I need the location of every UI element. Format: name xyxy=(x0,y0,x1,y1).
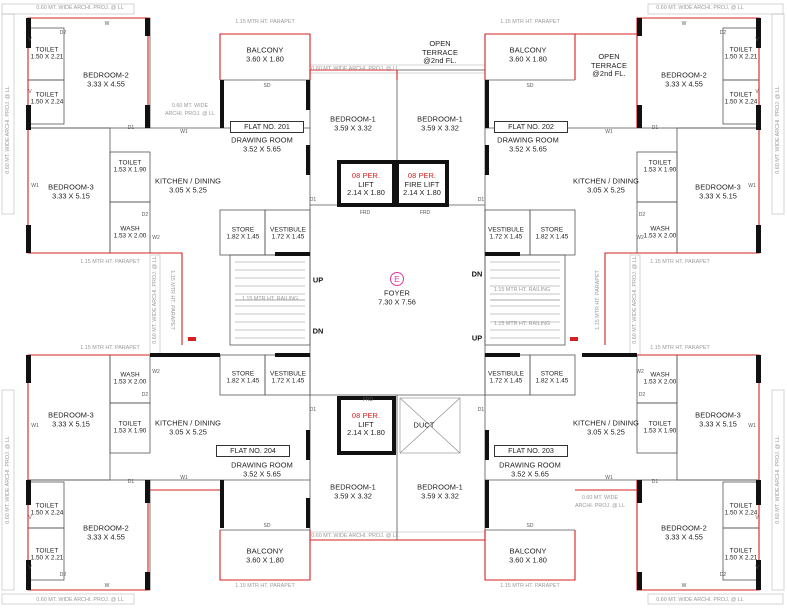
frd-tag: FRD xyxy=(419,210,431,216)
drawing-room-202: DRAWING ROOM 3.52 X 5.65 xyxy=(497,135,559,153)
store-203: STORE 1.82 X 1.45 xyxy=(535,370,569,385)
door-tag: D2 xyxy=(59,30,67,36)
railing-note: 1.15 MTR HT. RAILING xyxy=(493,321,551,327)
window-tag: W xyxy=(681,21,687,27)
parapet-note: 1.15 MTR HT. PARAPET xyxy=(80,259,140,265)
fire-lift: 08 PER. FIRE LIFT 2.14 X 1.80 xyxy=(403,171,441,198)
bedroom1-203: BEDROOM-1 3.59 X 3.32 xyxy=(417,482,463,500)
projection-note: 0.60 MT. WIDE ARCHI. PROJ. @ LL xyxy=(656,5,744,11)
window-tag: W2 xyxy=(152,235,160,241)
vestibule-202: VESTIBULE 1.72 X 1.45 xyxy=(487,226,525,241)
parapet-note: 1.15 MTR HT. PARAPET xyxy=(650,259,710,265)
bedroom2-201: BEDROOM-2 3.33 X 4.55 xyxy=(83,70,129,88)
toilet-202-b: TOILET 1.50 X 2.24 xyxy=(724,91,758,106)
window-tag: W1 xyxy=(748,423,756,429)
bedroom2-204: BEDROOM-2 3.33 X 4.55 xyxy=(83,523,129,541)
stair-down-label: DN xyxy=(471,269,483,279)
parapet-note: 1.15 MTR HT. PARAPET xyxy=(169,270,175,330)
sliding-door-tag: SD xyxy=(526,523,534,529)
frd-tag: FRD xyxy=(359,210,371,216)
bedroom1-201: BEDROOM-1 3.59 X 3.32 xyxy=(330,114,376,132)
projection-note: ARCHI. PROJ. @ LL xyxy=(164,111,216,117)
balcony-201: BALCONY 3.60 X 1.80 xyxy=(246,45,284,64)
kitchen-201: KITCHEN / DINING 3.05 X 5.25 xyxy=(154,176,222,194)
projection-note: 0.60 MT. WIDE ARCHI. PROJ. @ LL xyxy=(311,66,399,72)
door-tag: D1 xyxy=(309,197,317,203)
kitchen-204: KITCHEN / DINING 3.05 X 5.25 xyxy=(154,418,222,436)
window-tag: W1 xyxy=(605,475,613,481)
balcony-204: BALCONY 3.60 X 1.80 xyxy=(246,546,284,565)
projection-note: ARCHI. PROJ. @ LL xyxy=(574,503,626,509)
ventilator-tag: V xyxy=(28,565,32,571)
window-tag: W1 xyxy=(748,183,756,189)
railing-note: 1.15 MTR HT. RAILING xyxy=(493,287,551,293)
lift-shafts xyxy=(339,162,447,453)
door-tag: D2 xyxy=(719,30,727,36)
door-tag: D2 xyxy=(59,572,67,578)
drawing-room-203: DRAWING ROOM 3.52 X 5.65 xyxy=(499,460,561,478)
flat-title-204: FLAT NO. 204 xyxy=(216,445,290,457)
hydrant-markers xyxy=(188,337,578,341)
door-tag: D1 xyxy=(477,197,485,203)
wash-202: WASH 1.53 X 2.00 xyxy=(643,225,677,240)
projection-note: 0.60 MT. WIDE ARCHI. PROJ. @ LL xyxy=(775,436,781,524)
parapet-note: 1.15 MTR HT. PARAPET xyxy=(235,583,295,589)
toilet-202-a: TOILET 1.50 X 2.21 xyxy=(724,46,758,61)
projection-note: 0.60 MT. WIDE ARCHI. PROJ. @ LL xyxy=(152,256,158,344)
kitchen-202: KITCHEN / DINING 3.05 X 5.25 xyxy=(572,176,640,194)
sliding-door-tag: SD xyxy=(263,523,271,529)
toilet-203-a: TOILET 1.50 X 2.21 xyxy=(724,547,758,562)
window-tag: W xyxy=(681,583,687,589)
wash-203: WASH 1.53 X 2.00 xyxy=(643,371,677,386)
bedroom3-204: BEDROOM-3 3.33 X 5.15 xyxy=(48,410,94,428)
window-tag: W2 xyxy=(152,369,160,375)
projection-note: 0.60 MT. WIDE ARCHI. PROJ. @ LL xyxy=(656,597,744,603)
window-tag: W xyxy=(104,21,110,27)
wash-201: WASH 1.53 X 2.00 xyxy=(113,225,147,240)
door-tag: D1 xyxy=(127,479,135,485)
kitchen-203: KITCHEN / DINING 3.05 X 5.25 xyxy=(572,418,640,436)
foyer-marker-icon: E xyxy=(390,272,404,286)
window-tag: W1 xyxy=(31,423,39,429)
parapet-note: 1.15 MTR HT. PARAPET xyxy=(650,345,710,351)
store-202: STORE 1.82 X 1.45 xyxy=(535,226,569,241)
toilet-203-b: TOILET 1.50 X 2.24 xyxy=(724,502,758,517)
store-204: STORE 1.82 X 1.45 xyxy=(226,370,260,385)
store-201: STORE 1.82 X 1.45 xyxy=(226,226,260,241)
window-tag: W1 xyxy=(180,475,188,481)
vestibule-201: VESTIBULE 1.72 X 1.45 xyxy=(269,226,307,241)
ventilator-tag: V xyxy=(755,565,759,571)
ventilator-tag: V xyxy=(755,89,759,95)
projection-note: 0.60 MT. WIDE ARCHI. PROJ. @ LL xyxy=(775,86,781,174)
door-tag: D2 xyxy=(141,212,149,218)
open-terrace-right: OPEN TERRACE @2nd FL. xyxy=(590,52,628,79)
vestibule-203: VESTIBULE 1.72 X 1.45 xyxy=(487,370,525,385)
ventilator-tag: V xyxy=(755,515,759,521)
window-tag: W2 xyxy=(636,369,644,375)
projection-note: 0.60 MT. WIDE ARCHI. PROJ. @ LL xyxy=(36,5,124,11)
projection-note: 0.60 MT. WIDE ARCHI. PROJ. @ LL xyxy=(36,597,124,603)
parapet-note: 1.15 MTR HT. PARAPET xyxy=(500,19,560,25)
projection-note: 0.60 MT. WIDE ARCHI. PROJ. @ LL xyxy=(311,533,399,539)
toilet-204-c: TOILET 1.53 X 1.90 xyxy=(113,420,147,435)
bedroom1-202: BEDROOM-1 3.59 X 3.32 xyxy=(417,114,463,132)
toilet-204-a: TOILET 1.50 X 2.21 xyxy=(30,547,64,562)
window-tag: W xyxy=(104,583,110,589)
bedroom2-203: BEDROOM-2 3.33 X 4.55 xyxy=(661,523,707,541)
door-tag: D2 xyxy=(638,392,646,398)
door-tag: D2 xyxy=(638,212,646,218)
drawing-room-204: DRAWING ROOM 3.52 X 5.65 xyxy=(231,460,293,478)
toilet-203-c: TOILET 1.53 X 1.90 xyxy=(643,420,677,435)
stair-up-label: UP xyxy=(471,333,483,343)
sliding-door-tag: SD xyxy=(526,83,534,89)
flat-title-201: FLAT NO. 201 xyxy=(230,121,304,133)
door-tag: D2 xyxy=(141,392,149,398)
parapet-note: 1.15 MTR HT. PARAPET xyxy=(595,270,601,330)
lift-bottom: 08 PER. LIFT 2.14 X 1.80 xyxy=(347,411,385,438)
projection-note: 0.60 MT. WIDE xyxy=(581,495,619,501)
flat-title-202: FLAT NO. 202 xyxy=(494,121,568,133)
door-tag: D1 xyxy=(127,125,135,131)
balcony-203: BALCONY 3.60 X 1.80 xyxy=(509,546,547,565)
parapet-note: 1.15 MTR HT. PARAPET xyxy=(235,19,295,25)
stair-up-label: UP xyxy=(312,275,324,285)
vestibule-204: VESTIBULE 1.72 X 1.45 xyxy=(269,370,307,385)
window-tag: W1 xyxy=(180,129,188,135)
toilet-201-c: TOILET 1.53 X 1.90 xyxy=(113,159,147,174)
projection-note: 0.60 MT. WIDE ARCHI. PROJ. @ LL xyxy=(5,436,11,524)
ventilator-tag: V xyxy=(28,37,32,43)
toilet-201-a: TOILET 1.50 X 2.21 xyxy=(30,46,64,61)
door-tag: D1 xyxy=(309,407,317,413)
door-tag: D1 xyxy=(477,407,485,413)
bedroom3-202: BEDROOM-3 3.33 X 5.15 xyxy=(695,182,741,200)
flat-title-203: FLAT NO. 203 xyxy=(494,445,568,457)
toilet-204-b: TOILET 1.50 X 2.24 xyxy=(30,502,64,517)
wash-204: WASH 1.53 X 2.00 xyxy=(113,371,147,386)
lift-top-left: 08 PER. LIFT 2.14 X 1.80 xyxy=(347,171,385,198)
stair-down-label: DN xyxy=(312,326,324,336)
projection-note: 0.60 MT. WIDE ARCHI. PROJ. @ LL xyxy=(5,86,11,174)
door-tag: D1 xyxy=(651,479,659,485)
bedroom2-202: BEDROOM-2 3.33 X 4.55 xyxy=(661,70,707,88)
railing-note: 1.15 MTR HT. RAILING xyxy=(241,296,299,302)
bedroom1-204: BEDROOM-1 3.59 X 3.32 xyxy=(330,482,376,500)
duct-label: DUCT xyxy=(413,420,435,430)
toilet-202-c: TOILET 1.53 X 1.90 xyxy=(643,159,677,174)
door-tag: D1 xyxy=(651,125,659,131)
parapet-note: 1.15 MTR HT. PARAPET xyxy=(500,583,560,589)
foyer-label: FOYER 7.30 X 7.56 xyxy=(378,288,416,306)
open-terrace-top: OPEN TERRACE @2nd FL. xyxy=(421,39,459,66)
bedroom3-203: BEDROOM-3 3.33 X 5.15 xyxy=(695,410,741,428)
balcony-202: BALCONY 3.60 X 1.80 xyxy=(509,45,547,64)
projection-note: 0.60 MT. WIDE xyxy=(171,103,209,109)
ventilator-tag: V xyxy=(28,89,32,95)
window-tag: W2 xyxy=(636,235,644,241)
door-tag: D2 xyxy=(719,572,727,578)
parapet-note: 1.15 MTR HT. PARAPET xyxy=(80,345,140,351)
ventilator-tag: V xyxy=(28,515,32,521)
toilet-201-b: TOILET 1.50 X 2.24 xyxy=(30,91,64,106)
frd-tag: FRD xyxy=(362,397,374,403)
ventilator-tag: V xyxy=(755,37,759,43)
sliding-door-tag: SD xyxy=(263,83,271,89)
drawing-room-201: DRAWING ROOM 3.52 X 5.65 xyxy=(231,135,293,153)
window-tag: W1 xyxy=(605,129,613,135)
window-tag: W1 xyxy=(31,183,39,189)
bedroom3-201: BEDROOM-3 3.33 X 5.15 xyxy=(48,182,94,200)
projection-note: 0.60 MT. WIDE ARCHI. PROJ. @ LL xyxy=(632,256,638,344)
